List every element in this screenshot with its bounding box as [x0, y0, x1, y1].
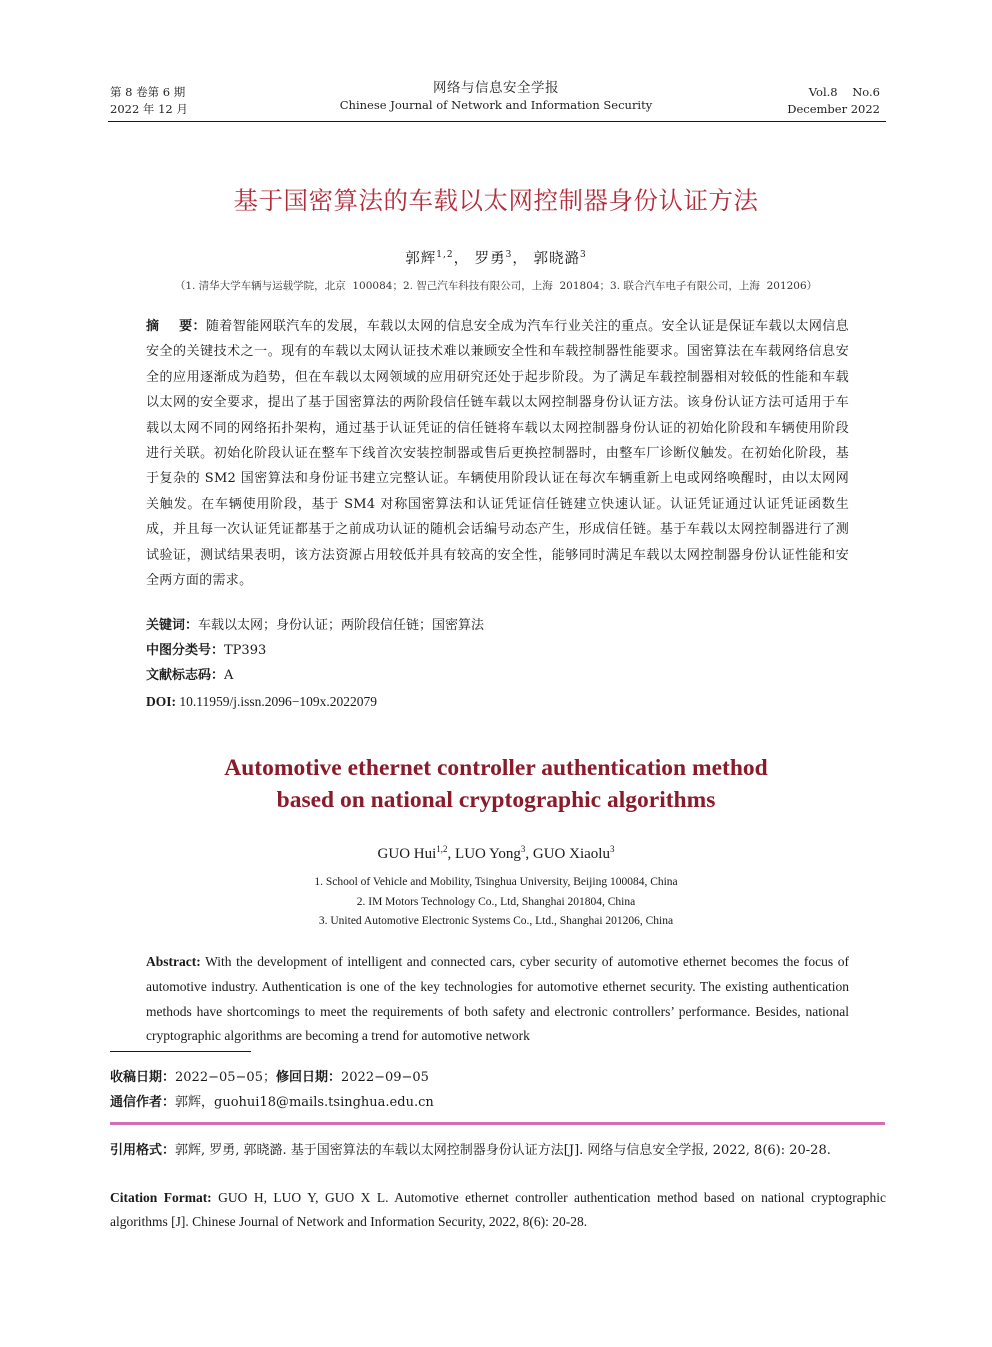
revised-date: 2022−09−05 [341, 1070, 429, 1085]
author-affiliation-mark: 3 [580, 250, 587, 261]
running-header-right [787, 84, 880, 118]
document-code-value: A [224, 668, 234, 683]
doi-link[interactable]: 10.11959/j.issn.2096−109x.2022079 [176, 694, 377, 709]
author-list-cn [96, 247, 896, 268]
author-name: GUO Hui [377, 846, 437, 862]
document-code-label: 文献标志码： [146, 668, 225, 683]
keywords-text: 车载以太网；身份认证；两阶段信任链；国密算法 [198, 618, 485, 633]
corresponding-label: 通信作者： [110, 1095, 176, 1110]
volume-number: Vol.8 No.6 [808, 85, 880, 99]
clc-value: TP393 [224, 643, 267, 658]
document-code [146, 666, 233, 686]
journal-name-en: Chinese Journal of Network and Information Security [339, 98, 653, 112]
author-name: 郭辉 [405, 251, 437, 267]
clc-number [146, 641, 266, 661]
running-header-left [110, 84, 188, 118]
abstract-label-en: Abstract: [146, 954, 201, 969]
clc-label: 中图分类号： [146, 643, 225, 658]
abstract-cn [146, 314, 849, 593]
issue-date: 2022 年 12 月 [110, 102, 188, 116]
affiliations-cn: （1. 清华大学车辆与运载学院，北京 100084；2. 智己汽车科技有限公司，上海 201804；3. 联合汽车电子有限公司，上海 201206） [174, 280, 818, 292]
header-rule [108, 121, 886, 122]
paper-title-en-line1: Automotive ethernet controller authentication method [224, 755, 768, 781]
author-separator: ， [453, 251, 470, 267]
author-separator: ， [512, 251, 528, 267]
affiliations-en [96, 873, 896, 932]
keywords-label: 关键词： [146, 618, 199, 633]
footnote-rule [110, 1051, 251, 1052]
author-affiliation-mark: 1,2 [436, 844, 448, 854]
author-affiliation-mark: 3 [520, 844, 526, 854]
citation-text-en: GUO H, LUO Y, GUO X L. Automotive ethernet controller authentication method based on national cryptographic algorithms [J]. Chinese Journal of Network and Information Security, 2022, 8(6): 20-28. [110, 1190, 886, 1229]
author-separator: , [525, 846, 533, 862]
running-header-center [300, 80, 692, 114]
doi-label: DOI: [146, 694, 176, 709]
paper-title-cn: 基于国密算法的车载以太网控制器身份认证方法 [233, 186, 759, 215]
issue-month: December 2022 [787, 102, 880, 116]
affiliation-en-item: 1. School of Vehicle and Mobility, Tsinghua University, Beijing 100084, China [314, 876, 678, 888]
affiliation-en-item: 3. United Automotive Electronic Systems Co., Ltd., Shanghai 201206, China [318, 915, 674, 927]
author-affiliation-mark: 3 [505, 250, 513, 261]
corresponding-author [110, 1093, 434, 1113]
author-name: GUO Xiaolu [532, 846, 610, 862]
journal-name-cn: 网络与信息安全学报 [433, 80, 559, 96]
abstract-text-cn: 随着智能网联汽车的发展，车载以太网的信息安全成为汽车行业关注的重点。安全认证是保证车载以太网信息安全的关键技术之一。现有的车载以太网认证技术难以兼顾安全性和车载控制器性能要求。国密算法在车载网络信息安全的应用逐渐成为趋势，但在车载以太网领域的应用研究还处于起步阶段。为了满足车载控制器相对较低的性能和车载以太网的安全要求，提出了基于国密算法的两阶段信任链车载以太网控制器身份认证方法。该身份认证方法可适用于车载以太网不同的网络拓扑架构，通过基于认证凭证的信任链将车载以太网控制器身份认证的初始化阶段和车辆使用阶段进行关联。初始化阶段认证在整车下线首次安装控制器或售后更换控制器时，由整车厂诊断仪触发。在初始化阶段，基于复杂的 SM2 国密算法和身份证书建立完整认证。车辆使用阶段认证在每次车辆重新上电或网络唤醒时，由以太网网关触发。在车辆使用阶段，基于 SM4 对称国密算法和认证凭证信任链建立快速认证。认证凭证通过认证凭证函数生成，并且每一次认证凭证都基于之前成功认证的随机会话编号动态产生，形成信任链。基于车载以太网控制器进行了测试验证，测试结果表明，该方法资源占用较低并具有较高的安全性，能够同时满足车载以太网控制器身份认证性能和安全两方面的需求。 [146, 319, 849, 589]
author-affiliation-mark: 3 [609, 844, 615, 854]
abstract-label-cn: 摘 要： [146, 319, 206, 334]
author-name: 郭晓潞 [533, 251, 581, 267]
received-date: 2022−05−05； [175, 1070, 276, 1085]
volume-issue: 第 8 卷第 6 期 [110, 85, 186, 99]
keywords-cn [146, 616, 484, 636]
doi-line [146, 692, 377, 712]
corresponding-contact[interactable]: 郭辉，guohui18@mails.tsinghua.edu.cn [175, 1095, 434, 1110]
author-affiliation-mark: 1,2 [436, 250, 454, 261]
received-revised-dates [110, 1068, 429, 1088]
author-list-en [96, 844, 896, 863]
paper-title-en-line2: based on national cryptographic algorithms [276, 787, 716, 813]
citation-text-cn: 郭辉, 罗勇, 郭晓潞. 基于国密算法的车载以太网控制器身份认证方法[J]. 网络与信息安全学报, 2022, 8(6): 20-28. [175, 1143, 831, 1158]
author-name: 罗勇 [474, 251, 506, 267]
citation-label-en: Citation Format: [110, 1190, 212, 1205]
abstract-en [146, 950, 849, 1049]
citation-format-en [110, 1186, 886, 1234]
revised-label: 修回日期： [275, 1070, 341, 1085]
citation-divider [110, 1122, 885, 1125]
paper-title-en [120, 752, 872, 816]
affiliation-en-item: 2. IM Motors Technology Co., Ltd, Shanghai 201804, China [356, 895, 636, 908]
citation-format-cn [110, 1139, 886, 1163]
citation-label-cn: 引用格式： [110, 1143, 176, 1158]
author-separator: , [447, 846, 456, 862]
author-name: LUO Yong [455, 846, 521, 862]
received-label: 收稿日期： [110, 1070, 176, 1085]
abstract-text-en: With the development of intelligent and connected cars, cyber security of automotive ethernet becomes the focus of automotive industry. Authentication is one of the key technologies for automotive ethernet security. The existing authentication methods have shortcomings to meet the requirements of both safety and electronic controllers’ performance. Besides, national cryptographic algorithms are becoming a trend for automotive network [146, 954, 849, 1044]
